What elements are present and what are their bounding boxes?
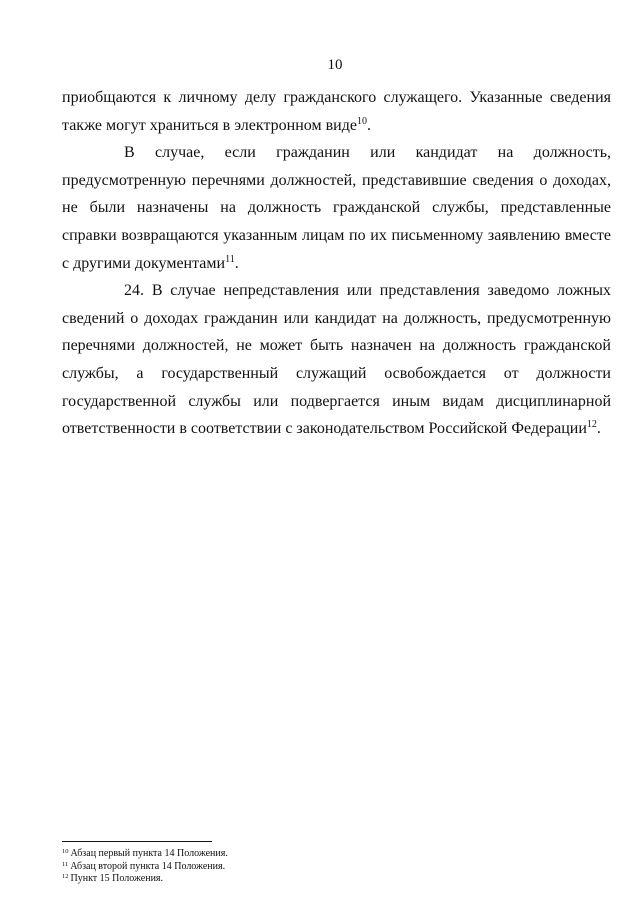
page-number: 10 bbox=[327, 57, 343, 73]
footnotes bbox=[62, 848, 462, 886]
paragraph-continuation: приобщаются к личному делу гражданского служащего. Указанные сведения также могут храниться в электронном виде$^{10}$. bbox=[62, 89, 611, 134]
paragraph-item-24: 24. В случае непредставления или представления заведомо ложных сведений о доходах гражданин или кандидат на должность, предусмотренную перечнями должностей, не может быть назначен на должность гражданской службы, а государственный служащий освобождается от должности государственной службы или подвергается иным видам дисциплинарной ответственности в соответствии с законодательством Российской Федерации$^{12}$. bbox=[62, 282, 611, 438]
footnote-marker: 10 bbox=[62, 848, 69, 855]
paragraph-returned-certificates: В случае, если гражданин или кандидат на должность, предусмотренную перечнями должностей, представившие сведения о доходах, не были назначены на должность гражданской службы, представленные справки возвращаются указанным лицам по их письменному заявлению вместе с другими документами$^{11}$. bbox=[62, 144, 611, 272]
footnote-text: Абзац второй пункта 14 Положения. bbox=[70, 860, 226, 872]
footnote-text: Абзац первый пункта 14 Положения. bbox=[70, 848, 228, 859]
footnote-marker: 11 bbox=[62, 860, 69, 868]
paragraph-text: приобщаются к личному делу гражданского служащего. Указанные сведения также могут храниться в электронном виде bbox=[62, 89, 611, 134]
footnote-reference: 10 bbox=[356, 115, 367, 127]
footnote-marker: 12 bbox=[62, 873, 69, 880]
footnote-text: Пункт 15 Положения. bbox=[70, 873, 164, 884]
footnote bbox=[62, 861, 462, 874]
footnote-reference: 12 bbox=[586, 419, 597, 431]
footnote bbox=[62, 848, 462, 861]
footnote bbox=[62, 873, 462, 886]
footnote-reference: 11 bbox=[225, 253, 235, 265]
footnote-separator bbox=[62, 841, 212, 842]
paragraph-text: 24. В случае непредставления или представления заведомо ложных сведений о доходах гражданин или кандидат на должность, предусмотренную перечнями должностей, не может быть назначен на должность гражданской службы, а государственный служащий освобождается от должности государственной службы или подвергается иным видам дисциплинарной ответственности в соответствии с законодательством Российской Федерации bbox=[62, 282, 611, 438]
document-body bbox=[62, 84, 611, 443]
paragraph-text: В случае, если гражданин или кандидат на должность, предусмотренную перечнями должностей, представившие сведения о доходах, не были назначены на должность гражданской службы, представленные справки возвращаются указанным лицам по их письменному заявлению вместе с другими документами bbox=[62, 144, 611, 272]
